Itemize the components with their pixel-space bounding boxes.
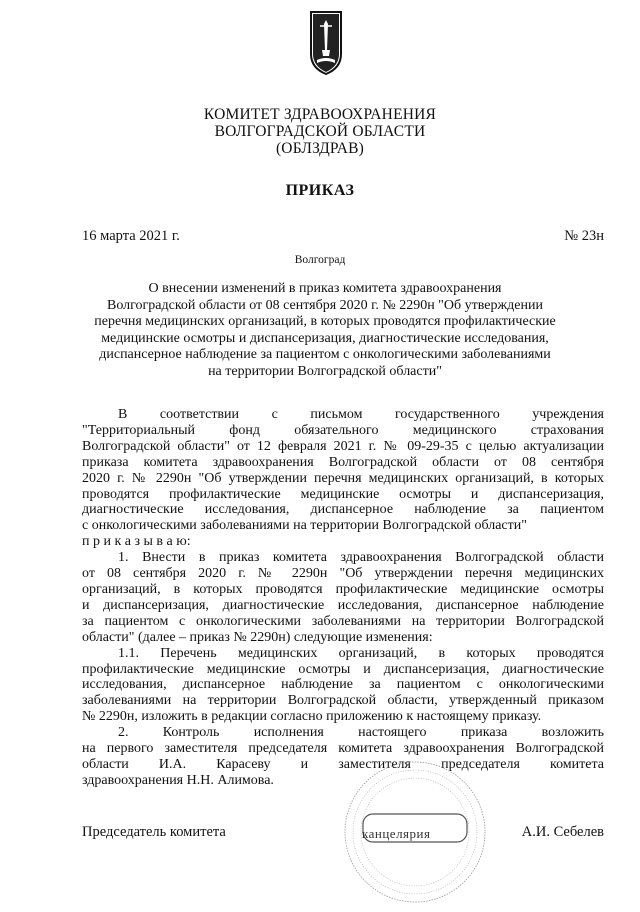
body-line: и диспансеризация, диагностические исследования, диспансерное наблюдение bbox=[82, 597, 604, 613]
document-body bbox=[82, 407, 604, 789]
document-city: Волгоград bbox=[294, 254, 346, 266]
body-line: проводятся профилактические медицинские осмотры и диспансеризация, bbox=[82, 486, 604, 502]
body-line: № 2290н, изложить в редакции согласно приложению к настоящему приказу. bbox=[82, 709, 542, 725]
body-line: 2. Контроль исполнения настоящего приказа возложить bbox=[118, 725, 604, 741]
document-number: № 23н bbox=[564, 228, 604, 244]
subject-line: диспансерное наблюдение за пациентом с онкологическими заболеваниями bbox=[99, 347, 551, 362]
body-line: "Территориальный фонд обязательного медицинского страхования bbox=[82, 422, 604, 438]
body-line: организаций, в которых проводятся профилактические медицинские осмотры bbox=[82, 581, 604, 597]
document-date: 16 марта 2021 г. bbox=[82, 228, 180, 244]
body-line: диагностические исследования, диспансерное наблюдение за пациентом bbox=[82, 502, 604, 518]
org-name-line2: ВОЛГОГРАДСКОЙ ОБЛАСТИ bbox=[214, 123, 426, 140]
org-name-line3: (ОБЛЗДРАВ) bbox=[275, 140, 365, 157]
body-line: профилактические медицинские осмотры и диспансеризация, диагностические bbox=[82, 661, 604, 677]
subject-line: перечня медицинских организаций, в которых проводятся профилактические bbox=[94, 314, 556, 329]
body-line: приказа комитета здравоохранения Волгоградской области от 08 сентября bbox=[82, 454, 604, 470]
signer-name: А.И. Себелев bbox=[521, 824, 604, 840]
body-line: В соответствии с письмом государственного учреждения bbox=[118, 407, 604, 422]
document-title: ПРИКАЗ bbox=[285, 182, 355, 199]
coat-of-arms-icon bbox=[309, 10, 343, 76]
body-line: Волгоградской области" от 12 февраля 2021 г. № 09-29-35 с целью актуализации bbox=[82, 438, 604, 454]
body-line: 1. Внести в приказ комитета здравоохранения Волгоградской области bbox=[118, 550, 604, 566]
body-line: на первого заместителя председателя комитета здравоохранения Волгоградской bbox=[82, 741, 604, 757]
subject-line: медицинские осмотры и диспансеризация, диагностические исследования, bbox=[101, 330, 549, 346]
stamp-label: канцелярия bbox=[362, 826, 431, 841]
subject-line: О внесении изменений в приказ комитета здравоохранения bbox=[148, 281, 502, 296]
body-line: за пациентом с онкологическими заболеваниями на территории Волгоградской bbox=[82, 613, 604, 629]
subject-line: на территории Волгоградской области" bbox=[208, 363, 442, 379]
body-line: 2020 г. № 2290н "Об утверждении перечня медицинских организаций, в которых bbox=[82, 470, 604, 486]
subject-line: Волгоградской области от 08 сентября 2020 г. № 2290н "Об утверждении bbox=[107, 297, 543, 313]
body-line: области И.А. Карасеву и заместителя председателя комитета bbox=[82, 756, 604, 772]
signer-position: Председатель комитета bbox=[82, 824, 226, 840]
body-line: здравоохранения Н.Н. Алимова. bbox=[82, 772, 274, 788]
body-line: от 08 сентября 2020 г. № 2290н "Об утверждении перечня медицинских bbox=[82, 566, 604, 582]
body-line: п р и к а з ы в а ю: bbox=[82, 534, 191, 550]
body-line: области" (далее – приказ № 2290н) следующие изменения: bbox=[82, 629, 433, 645]
body-line: с онкологическими заболеваниями на территории Волгоградской области" bbox=[82, 518, 527, 534]
org-name-line1: КОМИТЕТ ЗДРАВООХРАНЕНИЯ bbox=[203, 106, 437, 123]
body-line: исследования, диспансерное наблюдение за пациентом с онкологическими bbox=[82, 677, 604, 693]
body-line: заболеваниями на территории Волгоградской области, утвержденный приказом bbox=[82, 693, 604, 709]
document-subject bbox=[80, 281, 570, 380]
body-line: 1.1. Перечень медицинских организаций, в которых проводятся bbox=[118, 645, 604, 661]
